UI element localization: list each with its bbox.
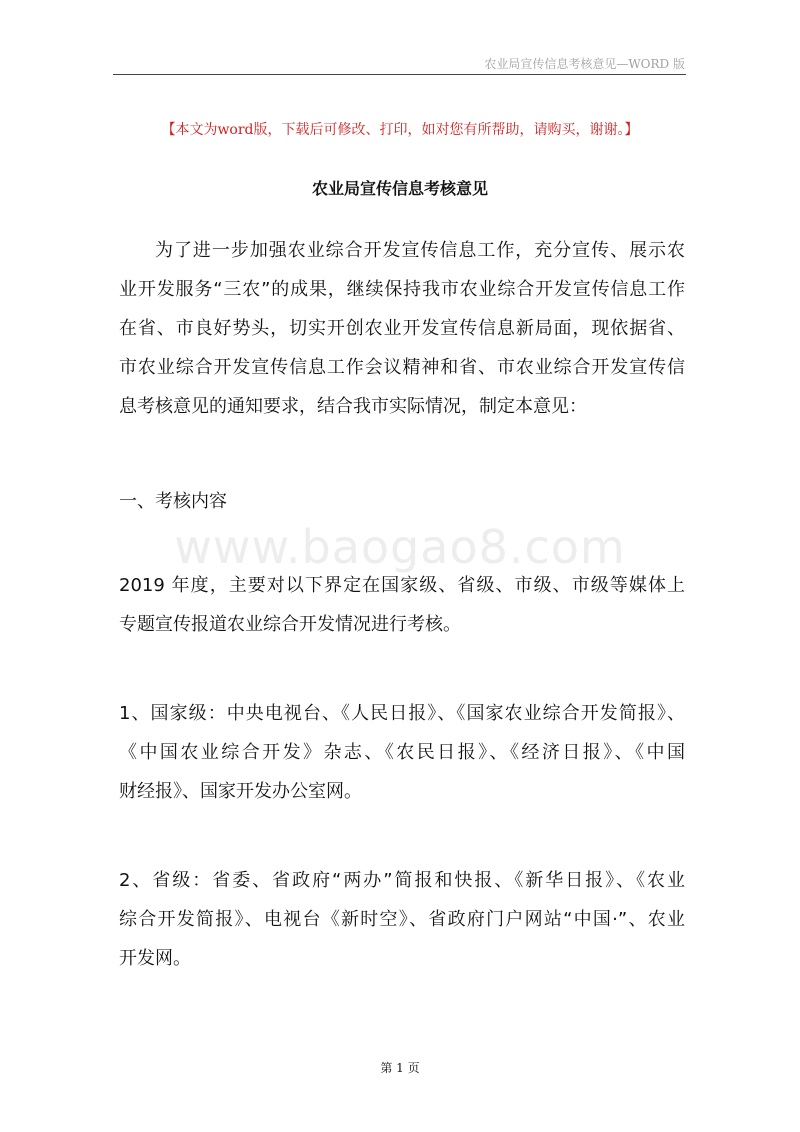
item-national-line: 1、国家级：中央电视台、《人民日报》、《国家农业综合开发简报》、	[119, 703, 685, 724]
section-intro-line: 专题宣传报道农业综合开发情况进行考核。	[119, 614, 461, 635]
intro-line: 业开发服务“三农”的成果，继续保持我市农业综合开发宣传信息工作	[119, 279, 685, 300]
watermark: www.baogao8.com	[174, 520, 626, 574]
item-provincial-line: 综合开发简报》、电视台《新时空》、省政府门户网站“中国·”、农业	[119, 909, 685, 930]
item-national-line: 《中国农业综合开发》杂志、《农民日报》、《经济日报》、《中国	[119, 742, 685, 763]
section-intro-paragraph	[119, 566, 685, 644]
document-title: 农业局宣传信息考核意见	[311, 179, 488, 198]
page-number: 第 1 页	[380, 1061, 420, 1075]
item-provincial-line: 开发网。	[119, 948, 191, 969]
item-provincial-paragraph	[119, 861, 685, 978]
item-national-line: 财经报》、国家开发办公室网。	[119, 781, 362, 802]
header-divider	[113, 74, 686, 75]
section-intro-line: 2019 年度，主要对以下界定在国家级、省级、市级、市级等媒体上	[119, 575, 685, 596]
intro-paragraph	[119, 231, 685, 426]
download-notice: 【本文为word版，下载后可修改、打印，如对您有所帮助，请购买，谢谢。】	[161, 122, 639, 138]
section-heading	[119, 482, 685, 521]
intro-line: 在省、市良好势头，切实开创农业开发宣传信息新局面，现依据省、	[119, 318, 685, 339]
intro-line: 市农业综合开发宣传信息工作会议精神和省、市农业综合开发宣传信	[119, 357, 685, 378]
intro-line: 息考核意见的通知要求，结合我市实际情况，制定本意见：	[119, 396, 587, 417]
intro-line: 为了进一步加强农业综合开发宣传信息工作，充分宣传、展示农	[155, 240, 685, 261]
section-heading-text: 一、考核内容	[119, 491, 227, 512]
running-header: 农业局宣传信息考核意见—WORD 版	[484, 57, 685, 71]
item-national-paragraph	[119, 694, 685, 811]
item-provincial-line: 2、省级：省委、省政府“两办”简报和快报、《新华日报》、《农业	[119, 870, 685, 891]
